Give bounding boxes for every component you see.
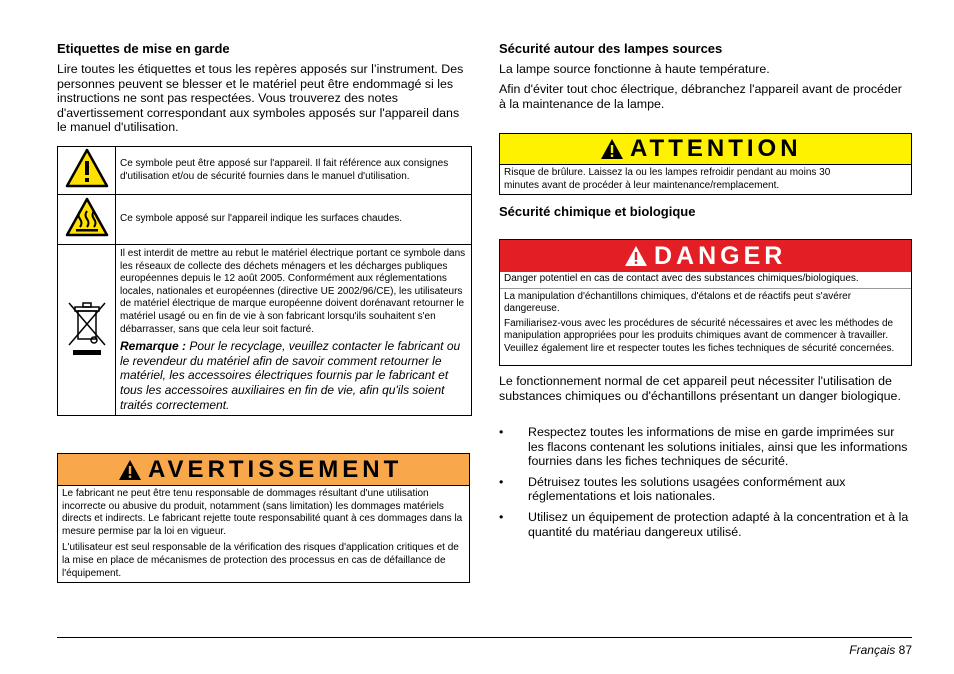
danger-header	[500, 240, 911, 272]
warning-triangle-icon	[624, 245, 648, 267]
note-text: Pour le recyclage, veuillez contacter le fabricant ou le revendeur du matériel afin de savoir comment retourner le matériel, les accessoires électriques fournis par le fabricant et tous les accessoires auxiliaires en fin de vie, afin qu'ils soient traités correctement.	[120, 339, 461, 412]
note-label: Remarque :	[120, 339, 187, 354]
table-row	[58, 245, 472, 416]
danger-title: DANGER	[654, 241, 787, 270]
table-row	[58, 147, 472, 195]
attention-box	[499, 133, 912, 195]
avertissement-paragraph: Le fabricant ne peut être tenu responsable de dommages résultant d'une utilisation incorrecte ou abusive du produit, notamment (sans limitation) les dommages matériels directs et indirects. Le fabricant rejette toute responsabilité quant à ces dommages dans la mesure permise par la loi en vigueur.	[62, 488, 463, 537]
avertissement-box	[57, 453, 470, 583]
page-footer	[849, 643, 912, 657]
attention-title: ATTENTION	[630, 135, 802, 162]
weee-crossed-bin-icon	[65, 297, 109, 359]
footer-divider	[57, 637, 912, 638]
recycling-note	[120, 339, 467, 412]
avertissement-title: AVERTISSEMENT	[148, 455, 403, 483]
warning-triangle-icon	[65, 148, 109, 188]
left-intro: Lire toutes les étiquettes et tous les repères apposés sur l’instrument. Des personnes peuvent se blesser et le matériel peut être endommagé si les instructions ne sont pas respectées. Vous trouverez des notes d'avertissement correspondant aux symboles apposés sur l'appareil dans le manuel d'utilisation.	[57, 62, 464, 135]
attention-header	[500, 134, 911, 165]
hot-surface-icon	[65, 197, 109, 237]
danger-paragraph: La manipulation d'échantillons chimiques, d'étalons et de réactifs peut s'avérer dangereuse.	[504, 290, 852, 315]
list-item: • Détruisez toutes les solutions usagées conformément aux réglementations et lois nationales.	[499, 474, 846, 504]
table-row	[58, 195, 472, 245]
danger-line: Danger potentiel en cas de contact avec des substances chimiques/biologiques.	[504, 273, 859, 284]
lamp-heading: Sécurité autour des lampes sources	[499, 41, 723, 56]
bullet-mark: •	[499, 509, 504, 524]
danger-box	[499, 239, 912, 366]
page-number: 87	[898, 643, 912, 657]
list-item: • Respectez toutes les informations de mise en garde imprimées sur les flacons contenant les solutions initiales, ainsi que les informations fournies dans les fiches techniques de sécurité.	[499, 425, 908, 469]
lamp-paragraph: La lampe source fonctionne à haute température.	[499, 62, 770, 76]
avertissement-paragraph: L'utilisateur est seul responsable de la vérification des risques d'application critiques et de la mise en place de mécanismes de protection des processus en cas de défaillance de l'équipement.	[62, 542, 459, 579]
symbol-description: Ce symbole peut être apposé sur l'appareil. Il fait référence aux consignes d'utilisation et/ou de sécurité fournies dans le manuel d'utilisation.	[116, 147, 472, 195]
chemical-paragraph: Le fonctionnement normal de cet appareil peut nécessiter l'utilisation de substances chimiques ou d'échantillons présentant un danger biologique.	[499, 374, 901, 403]
left-heading: Etiquettes de mise en garde	[57, 41, 230, 56]
bullet-mark: •	[499, 474, 504, 489]
symbol-description: Il est interdit de mettre au rebut le matériel électrique portant ce symbole dans les réseaux de collecte des déchets ménagers et les décharges publiques européennes depuis le 12 août 2005. Conformément aux réglementations locales, nationales et européennes (directive UE 2002/96/CE), les utilisateurs de matériel électrique de marque européenne doivent dorénavant retourner le matériel usagé ou en fin de vie à son fabricant lorsqu'ils souhaitent s'en débarrasser, sans que cela leur soit facturé.	[120, 248, 466, 335]
warning-triangle-icon	[600, 138, 624, 160]
danger-paragraph: Familiarisez-vous avec les procédures de sécurité nécessaires et avec les méthodes de manipulation appropriées pour les produits chimiques avant de commencer à travailler. Veuillez également lire et respecter toutes les fiches techniques de sécurité concernées.	[504, 317, 895, 354]
symbol-description: Ce symbole apposé sur l'appareil indique les surfaces chaudes.	[116, 195, 472, 245]
avertissement-header	[58, 454, 469, 486]
footer-language: Français	[849, 643, 896, 657]
list-item: • Utilisez un équipement de protection adapté à la concentration et à la quantité du matériau dangereux utilisé.	[499, 509, 909, 539]
chemical-bullet-list	[499, 425, 911, 545]
attention-text: Risque de brûlure. Laissez la ou les lampes refroidir pendant au moins 30 minutes avant de procéder à leur maintenance/remplacement.	[504, 167, 831, 191]
lamp-paragraph: Afin d'éviter tout choc électrique, débranchez l'appareil avant de procéder à la maintenance de la lampe.	[499, 82, 902, 111]
warning-triangle-icon	[118, 459, 142, 481]
symbols-table	[57, 146, 472, 416]
bullet-mark: •	[499, 425, 504, 439]
chemical-heading: Sécurité chimique et biologique	[499, 204, 696, 219]
